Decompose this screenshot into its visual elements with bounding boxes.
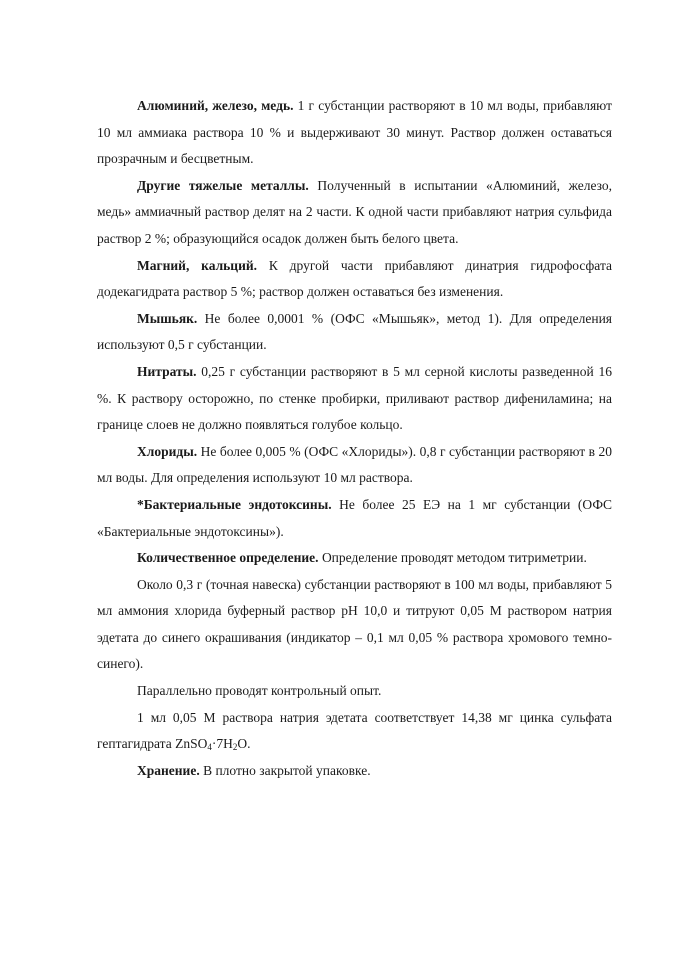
paragraph-chlorides [97,439,612,492]
paragraph-endotoxins [97,492,612,545]
text-aluminium-iron-copper: 1 г субстанции растворяют в 10 мл воды, прибавляют 10 мл аммиака раствора 10 % и выдерживают 30 минут. Раствор должен оставаться прозрачным и бесцветным. [97,98,612,167]
formula-subscript-4: 4 [207,742,212,753]
paragraph-magnesium-calcium [97,253,612,306]
paragraph-arsenic [97,306,612,359]
paragraph-control-experiment [97,678,612,705]
paragraph-assay [97,545,612,572]
heading-assay: Количественное определение. [137,550,319,566]
paragraph-heavy-metals [97,173,612,253]
text-arsenic: Не более 0,0001 % (ОФС «Мышьяк», метод 1). Для определения используют 0,5 г субстанции. [97,310,612,353]
heading-heavy-metals: Другие тяжелые металлы. [137,177,309,193]
heading-nitrates: Нитраты. [137,363,197,379]
heading-aluminium-iron-copper: Алюминий, железо, медь. [137,98,294,113]
text-magnesium-calcium: К другой части прибавляют динатрия гидрофосфата додекагидрата раствор 5 %; раствор должен оставаться без изменения. [97,257,613,300]
heading-magnesium-calcium: Магний, кальций. [137,257,258,273]
paragraph-assay-procedure [97,572,612,678]
paragraph-nitrates [97,359,612,439]
paragraph-equivalence [97,705,612,758]
text-storage: В плотно закрытой упаковке. [199,762,371,778]
formula-tail: O. [237,736,251,752]
text-assay: Определение проводят методом титриметрии. [318,550,587,566]
heading-storage: Хранение. [137,762,200,778]
heading-endotoxins: *Бактериальные эндотоксины. [137,496,332,512]
formula-middle: ·7H [211,736,233,752]
heading-arsenic: Мышьяк. [137,310,198,326]
text-equivalence: 1 мл 0,05 М раствора натрия эдетата соответствует 14,38 мг цинка сульфата гептагидрата ZnSO [97,709,612,752]
paragraph-storage [97,758,612,785]
paragraph-aluminium-iron-copper [97,93,612,173]
heading-chlorides: Хлориды. [137,443,198,459]
text-control-experiment: Параллельно проводят контрольный опыт. [137,683,382,699]
text-chlorides: Не более 0,005 % (ОФС «Хлориды»). 0,8 г субстанции растворяют в 20 мл воды. Для определения используют 10 мл раствора. [97,443,612,486]
text-endotoxins: Не более 25 ЕЭ на 1 мг субстанции (ОФС «Бактериальные эндотоксины»). [97,496,612,539]
text-heavy-metals: Полученный в испытании «Алюминий, железо, медь» аммиачный раствор делят на 2 части. К одной части прибавляют натрия сульфида раствор 2 %; образующийся осадок должен быть белого цвета. [97,177,613,246]
formula-subscript-2: 2 [232,742,238,753]
text-assay-procedure: Около 0,3 г (точная навеска) субстанции растворяют в 100 мл воды, прибавляют 5 мл аммония хлорида буферный раствор рН 10,0 и титруют 0,05 М раствором натрия эдетата до синего окрашивания (индикатор – 0,1 мл 0,05 % раствора хромового темно-синего). [97,576,612,672]
text-nitrates: 0,25 г субстанции растворяют в 5 мл серной кислоты разведенной 16 %. К раствору осторожно, по стенке пробирки, приливают раствор дифениламина; на границе слоев не должно появляться голубое кольцо. [97,363,612,433]
